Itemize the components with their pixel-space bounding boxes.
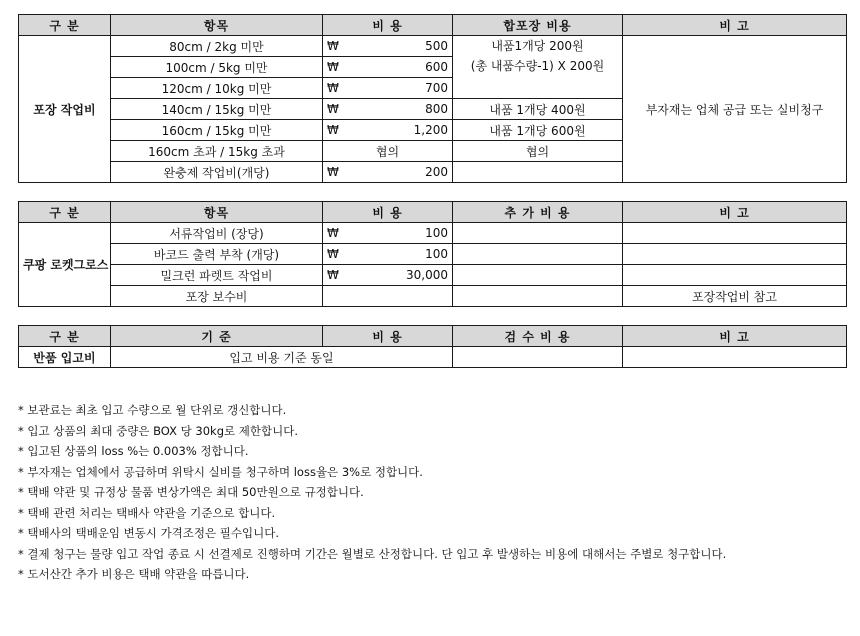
table-header-row — [19, 202, 847, 223]
combined-cost-line — [457, 76, 618, 96]
item-cell: 120cm / 10kg 미만 — [111, 78, 323, 99]
combined-cost-cell: 내품 1개당 600원 — [453, 120, 623, 141]
table-row — [19, 244, 847, 265]
combined-cost-line: 내품1개당 200원 — [491, 39, 584, 53]
category-cell: 포장 작업비 — [19, 36, 111, 183]
coupang-rocket-growth-table — [18, 201, 847, 307]
amount: 500 — [425, 39, 448, 53]
amount: 30,000 — [406, 268, 448, 282]
header-category: 구 분 — [19, 15, 111, 36]
note-item: * 입고 상품의 최대 중량은 BOX 당 30kg로 제한합니다. — [18, 423, 298, 438]
header-cost: 비 용 — [323, 326, 453, 347]
header-remarks: 비 고 — [623, 15, 847, 36]
currency-symbol: ₩ — [327, 81, 339, 95]
category-cell: 반품 입고비 — [19, 347, 111, 368]
amount: 100 — [425, 226, 448, 240]
cost-cell — [323, 99, 453, 120]
note-item: * 택배사의 택배운임 변동시 가격조정은 필수입니다. — [18, 526, 279, 540]
header-basis: 기 준 — [111, 326, 323, 347]
amount: 600 — [425, 60, 448, 74]
note-item: * 입고된 상품의 loss %는 0.003% 정합니다. — [18, 444, 249, 458]
header-category: 구 분 — [19, 202, 111, 223]
header-item: 항목 — [111, 202, 323, 223]
cost-cell — [323, 223, 453, 244]
cost-cell — [323, 162, 453, 183]
note-item: * 보관료는 최초 입고 수량으로 월 단위로 갱신합니다. — [18, 403, 287, 417]
currency-symbol: ₩ — [327, 165, 339, 179]
header-remarks: 비 고 — [623, 326, 847, 347]
note-item: * 택배 약관 및 규정상 물품 변상가액은 최대 50만원으로 규정합니다. — [18, 485, 364, 499]
remarks-cell — [623, 347, 847, 368]
note-item: * 도서산간 추가 비용은 택배 약관을 따릅니다. — [18, 567, 250, 581]
cost-cell — [323, 36, 453, 57]
remarks-cell: 포장작업비 참고 — [623, 286, 847, 307]
item-cell: 밀크런 파렛트 작업비 — [111, 265, 323, 286]
table-row — [19, 36, 847, 57]
table-row — [19, 286, 847, 307]
item-cell: 완충제 작업비(개당) — [111, 162, 323, 183]
header-combined-cost: 합포장 비용 — [453, 15, 623, 36]
item-cell: 140cm / 15kg 미만 — [111, 99, 323, 120]
table-row — [19, 347, 847, 368]
combined-cost-cell: 협의 — [453, 141, 623, 162]
combined-cost-cell — [453, 36, 623, 99]
header-cost: 비 용 — [323, 202, 453, 223]
amount: 1,200 — [413, 123, 448, 137]
cost-cell — [323, 265, 453, 286]
note-item: * 택배 관련 처리는 택배사 약관을 기준으로 합니다. — [18, 505, 276, 520]
extra-cost-cell — [453, 265, 623, 286]
currency-symbol: ₩ — [327, 102, 339, 116]
packing-fee-table — [18, 14, 847, 183]
header-item: 항목 — [111, 15, 323, 36]
item-cell: 바코드 출력 부착 (개당) — [111, 244, 323, 265]
remarks-cell — [623, 244, 847, 265]
cost-cell — [323, 78, 453, 99]
item-cell: 포장 보수비 — [111, 286, 323, 307]
table-row — [19, 223, 847, 244]
note-item: * 부자재는 업체에서 공급하며 위탁시 실비를 청구하며 loss율은 3%로 정합니다. — [18, 464, 423, 479]
amount: 800 — [425, 102, 448, 116]
currency-symbol: ₩ — [327, 226, 339, 240]
header-inspection-cost: 검 수 비 용 — [453, 326, 623, 347]
combined-cost-cell — [453, 162, 623, 183]
item-cell: 서류작업비 (장당) — [111, 223, 323, 244]
notes-list — [18, 400, 848, 585]
cost-cell: 협의 — [323, 141, 453, 162]
amount: 100 — [425, 247, 448, 261]
extra-cost-cell — [453, 223, 623, 244]
item-cell: 160cm 초과 / 15kg 초과 — [111, 141, 323, 162]
note-item: * 결제 청구는 물량 입고 작업 종료 시 선결제로 진행하며 기간은 월별로 산정합니다. 단 입고 후 발생하는 비용에 대해서는 주별로 청구합니다. — [18, 546, 727, 561]
header-remarks: 비 고 — [623, 202, 847, 223]
currency-symbol: ₩ — [327, 39, 339, 53]
returns-fee-table — [18, 325, 847, 368]
table-header-row — [19, 15, 847, 36]
combined-cost-cell: 내품 1개당 400원 — [453, 99, 623, 120]
remarks-cell — [623, 223, 847, 244]
currency-symbol: ₩ — [327, 60, 339, 74]
inspection-cost-cell — [453, 347, 623, 368]
category-cell: 쿠팡 로켓그로스 — [19, 223, 111, 307]
currency-symbol: ₩ — [327, 123, 339, 137]
extra-cost-cell — [453, 244, 623, 265]
currency-symbol: ₩ — [327, 247, 339, 261]
cost-cell — [323, 57, 453, 78]
combined-cost-line: (총 내품수량-1) X 200원 — [470, 59, 605, 73]
header-cost: 비 용 — [323, 15, 453, 36]
item-cell: 80cm / 2kg 미만 — [111, 36, 323, 57]
header-extra-cost: 추 가 비 용 — [453, 202, 623, 223]
header-category: 구 분 — [19, 326, 111, 347]
table-header-row — [19, 326, 847, 347]
basis-cell: 입고 비용 기준 동일 — [111, 347, 453, 368]
table-row — [19, 265, 847, 286]
remarks-cell: 부자재는 업체 공급 또는 실비청구 — [623, 36, 847, 183]
amount: 700 — [425, 81, 448, 95]
cost-cell — [323, 120, 453, 141]
currency-symbol: ₩ — [327, 268, 339, 282]
remarks-cell — [623, 265, 847, 286]
extra-cost-cell — [453, 286, 623, 307]
cost-cell — [323, 286, 453, 307]
amount: 200 — [425, 165, 448, 179]
item-cell: 160cm / 15kg 미만 — [111, 120, 323, 141]
item-cell: 100cm / 5kg 미만 — [111, 57, 323, 78]
cost-cell — [323, 244, 453, 265]
